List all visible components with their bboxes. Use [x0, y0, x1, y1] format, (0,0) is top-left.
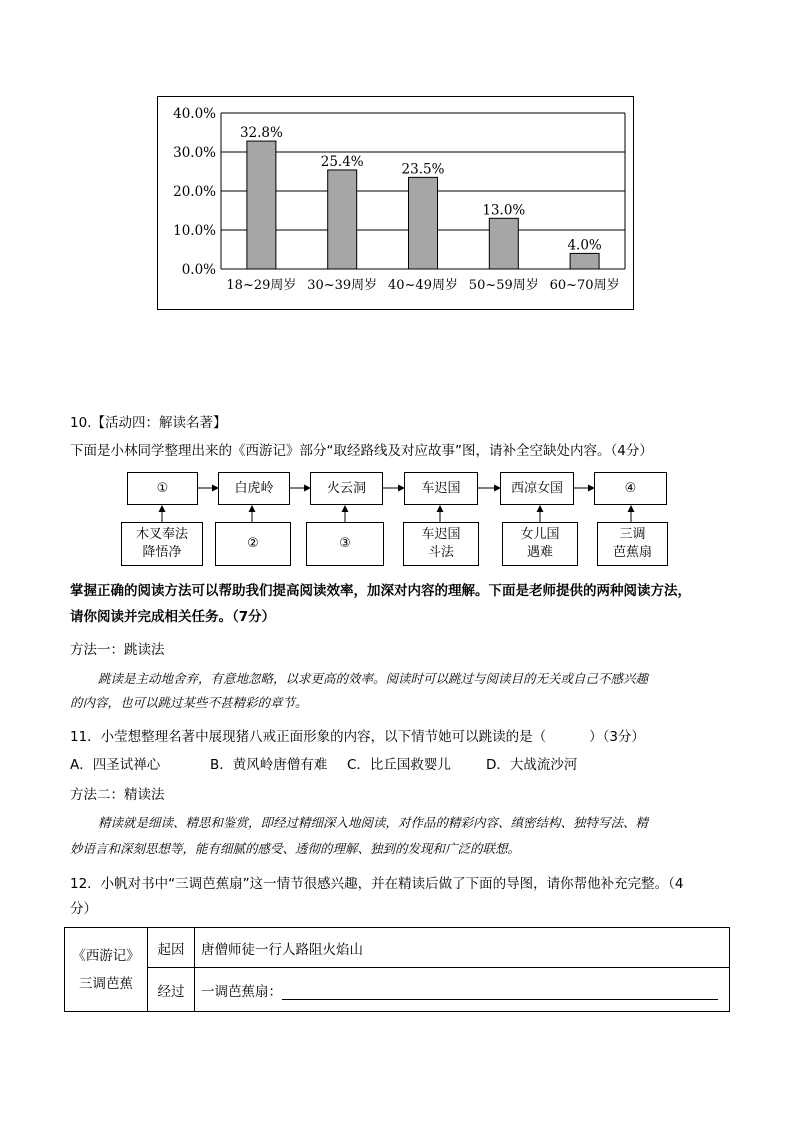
mindmap-row2-cell: [195, 968, 730, 1012]
y-tick-label: 30.0%: [173, 145, 216, 161]
x-tick-label: 30~39周岁: [307, 278, 378, 293]
route-box-1: ①: [127, 472, 198, 505]
x-tick-label: 40~49周岁: [388, 278, 458, 293]
q10-title: 10.【活动四：解读名著】: [70, 415, 227, 431]
method2-title: 方法二：精读法: [70, 787, 165, 803]
method2-text-1: 精读就是细读、精思和鉴赏，即经过精细深入地阅读，对作品的精彩内容、缜密结构、独特写法、精: [98, 815, 649, 830]
q11-option-c: C．比丘国救婴儿: [347, 757, 451, 773]
y-tick-label: 10.0%: [173, 223, 216, 239]
story-box-3: ③: [306, 522, 384, 566]
mindmap-chapter: 三调芭蕉: [79, 975, 133, 992]
x-tick-label: 50~59周岁: [468, 278, 539, 293]
answer-blank-line[interactable]: [282, 985, 718, 1000]
story-box-2: ②: [215, 522, 291, 566]
route-box-5: 西凉女国: [500, 472, 574, 505]
value-label: 25.4%: [320, 153, 364, 170]
reading-intro-1: 掌握正确的阅读方法可以帮助我们提高阅读效率，加深对内容的理解。下面是老师提供的两种阅读方法，: [70, 583, 691, 599]
story-box-1: 木叉奉法 降悟净: [121, 522, 203, 566]
route-box-2: 白虎岭: [218, 472, 290, 505]
y-tick-label: 20.0%: [173, 184, 216, 200]
mindmap-row1-label: 起因: [148, 928, 195, 968]
mindmap-row1-text: 唐僧师徒一行人路阻火焰山: [195, 928, 730, 968]
x-tick-label: 18~29周岁: [226, 278, 297, 293]
value-label: 13.0%: [482, 202, 526, 219]
q11-option-b: B．黄风岭唐僧有难: [210, 757, 328, 773]
y-tick-label: 0.0%: [181, 262, 216, 278]
x-tick-label: 60~70周岁: [549, 278, 620, 293]
route-box-6: ④: [594, 472, 667, 505]
method1-text-1: 跳读是主动地舍弃，有意地忽略，以求更高的效率。阅读时可以跳过与阅读目的无关或自己不感兴趣: [98, 671, 649, 686]
mindmap-row2-text: 一调芭蕉扇：: [201, 983, 282, 1000]
mindmap-book: 《西游记》: [72, 947, 140, 964]
q11-option-a: A．四圣试禅心: [70, 757, 161, 773]
mindmap-row2-label: 经过: [148, 968, 195, 1012]
q11-question: 11．小莹想整理名著中展现猪八戒正面形象的内容，以下情节她可以跳读的是（ ）（3分）: [70, 729, 645, 745]
story-box-6: 三调 芭蕉扇: [597, 522, 668, 566]
q10-prompt: 下面是小林同学整理出来的《西游记》部分“取经路线及对应故事”图，请补全空缺处内容。（4分）: [70, 443, 653, 459]
route-box-4: 车迟国: [404, 472, 478, 505]
y-tick-label: 40.0%: [173, 106, 216, 122]
value-label: 23.5%: [401, 161, 445, 178]
q11-option-d: D．大战流沙河: [486, 757, 578, 773]
method2-text-2: 妙语言和深刻思想等，能有细腻的感受、透彻的理解、独到的发现和广泛的联想。: [70, 841, 521, 856]
mindmap-title-cell: [65, 928, 148, 1012]
method1-title: 方法一：跳读法: [70, 642, 165, 658]
value-label: 32.8%: [239, 125, 283, 142]
q12-question-1: 12．小帆对书中“三调芭蕉扇”这一情节很感兴趣，并在精读后做了下面的导图，请你帮他补充完整。（4: [70, 876, 684, 892]
reading-intro-2: 请你阅读并完成相关任务。（7分）: [70, 609, 276, 625]
mindmap-table: [64, 927, 730, 1012]
story-box-5: 女儿国 遇难: [502, 522, 578, 566]
method1-text-2: 的内容，也可以跳过某些不甚精彩的章节。: [70, 695, 308, 710]
value-label: 4.0%: [567, 237, 602, 254]
route-box-3: 火云洞: [310, 472, 383, 505]
q12-question-2: 分）: [70, 901, 97, 917]
story-box-4: 车迟国 斗法: [403, 522, 479, 566]
